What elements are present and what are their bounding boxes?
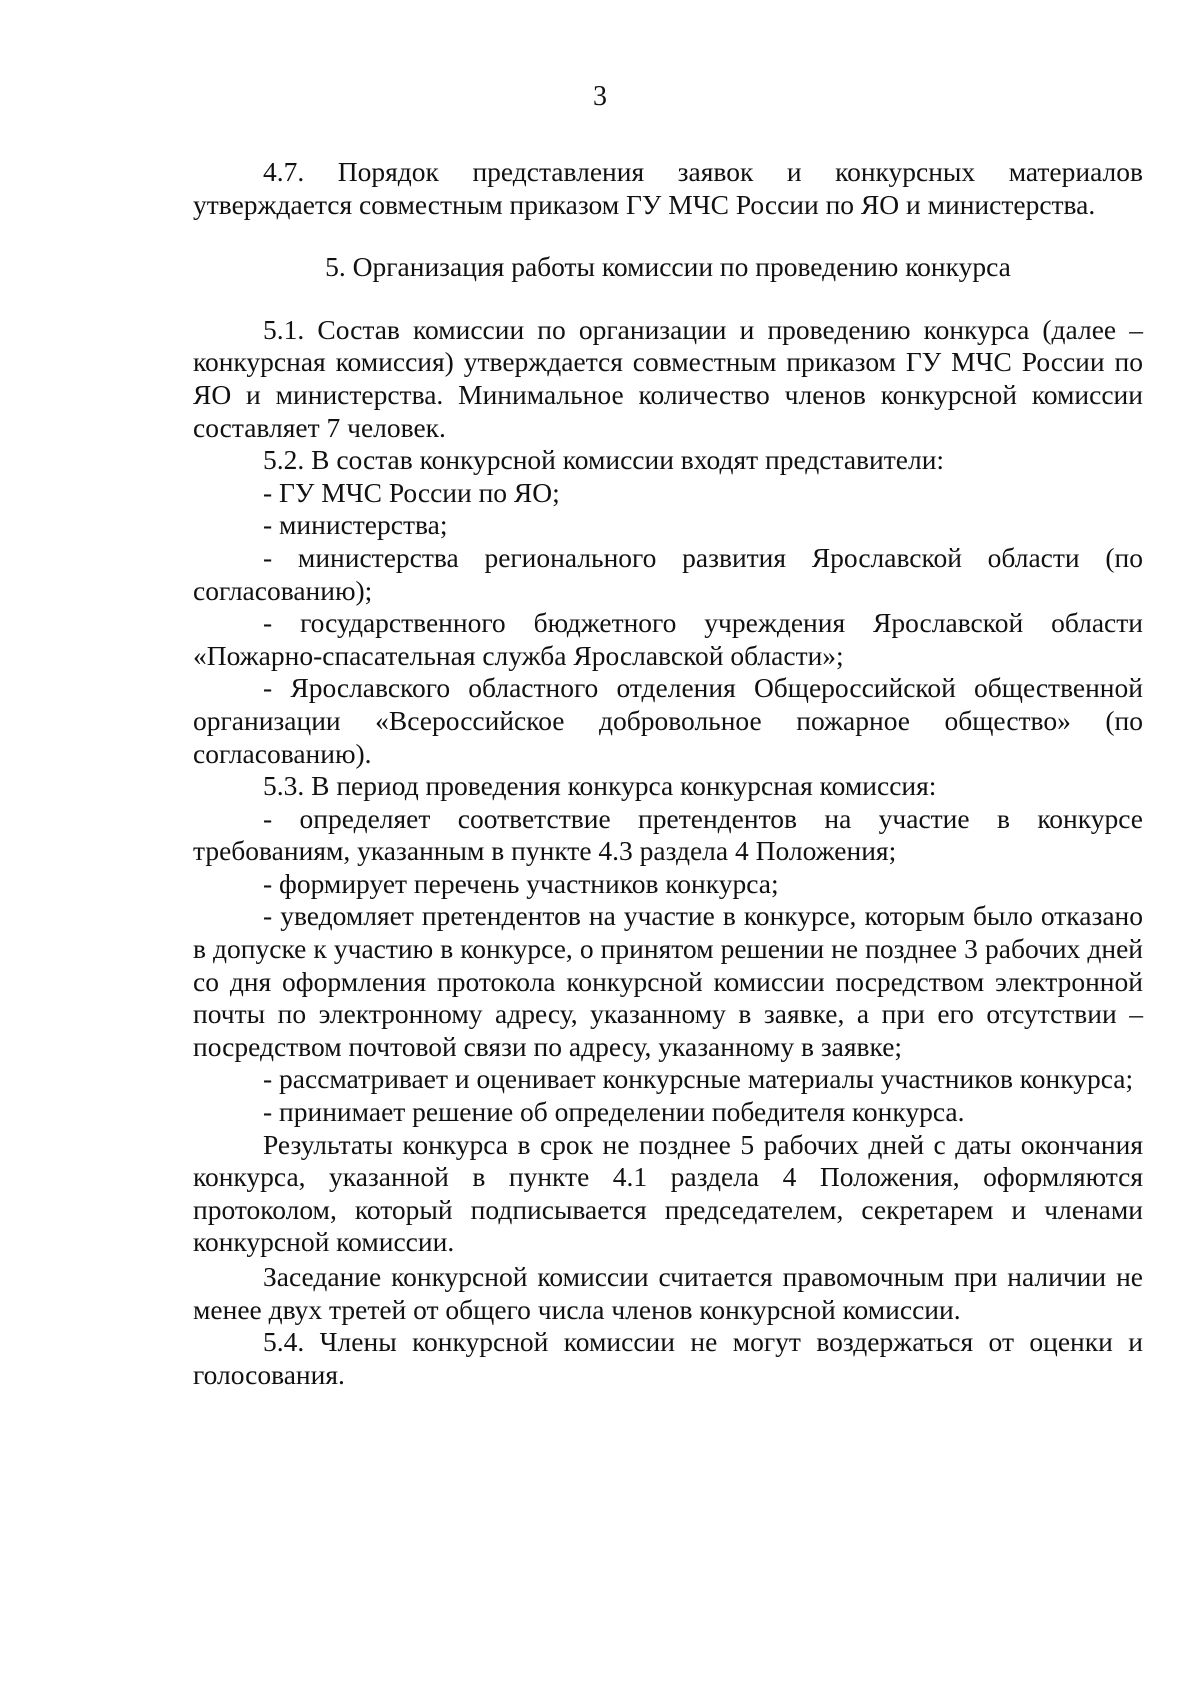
- list-item: - ГУ МЧС России по ЯО;: [263, 476, 560, 508]
- list-item: - принимает решение об определении победителя конкурса.: [263, 1096, 965, 1128]
- list-item: - уведомляет претендентов на участие в конкурсе, которым было отказано в допуске к участию в конкурсе, о принятом решении не позднее 3 рабочих дней со дня оформления протокола конкурсной комиссии посредством электронной почты по электронному адресу, указанному в заявке, а при его отсутствии – посредством почтовой связи по адресу, указанному в заявке;: [193, 900, 1143, 1062]
- list-item: - государственного бюджетного учреждения Ярославской области «Пожарно-спасательная служба Ярославской области»;: [193, 607, 1143, 671]
- section-heading-5: 5. Организация работы комиссии по проведению конкурса: [325, 251, 1011, 283]
- list-item: - рассматривает и оценивает конкурсные материалы участников конкурса;: [263, 1063, 1134, 1095]
- document-body: [193, 156, 1143, 1391]
- paragraph-5-4: 5.4. Члены конкурсной комиссии не могут воздержаться от оценки и голосования.: [193, 1326, 1143, 1390]
- paragraph-quorum: Заседание конкурсной комиссии считается правомочным при наличии не менее двух третей от общего числа членов конкурсной комиссии.: [193, 1261, 1143, 1325]
- paragraph-5-1: 5.1. Состав комиссии по организации и проведению конкурса (далее – конкурсная комиссия) утверждается совместным приказом ГУ МЧС России по ЯО и министерства. Минимальное количество членов конкурсной комиссии составляет 7 человек.: [193, 313, 1143, 443]
- paragraph-5-2: 5.2. В состав конкурсной комиссии входят представители:: [263, 444, 945, 476]
- paragraph-results: Результаты конкурса в срок не позднее 5 рабочих дней с даты окончания конкурса, указанной в пункте 4.1 раздела 4 Положения, оформляются протоколом, который подписывается председателем, секретарем и членами конкурсной комиссии.: [193, 1128, 1143, 1258]
- paragraph-4-7: 4.7. Порядок представления заявок и конкурсных материалов утверждается совместным приказом ГУ МЧС России по ЯО и министерства.: [193, 156, 1143, 220]
- list-item: - определяет соответствие претендентов на участие в конкурсе требованиям, указанным в пункте 4.3 раздела 4 Положения;: [193, 802, 1143, 867]
- paragraph-5-3: 5.3. В период проведения конкурса конкурсная комиссия:: [263, 770, 937, 802]
- list-item: - министерства регионального развития Ярославской области (по согласованию);: [193, 541, 1143, 606]
- list-item: - формирует перечень участников конкурса;: [263, 867, 779, 899]
- page-number: 3: [593, 81, 607, 112]
- list-item: - министерства;: [263, 509, 448, 541]
- list-item: - Ярославского областного отделения Общероссийской общественной организации «Всероссийское добровольное пожарное общество» (по согласованию).: [193, 672, 1143, 769]
